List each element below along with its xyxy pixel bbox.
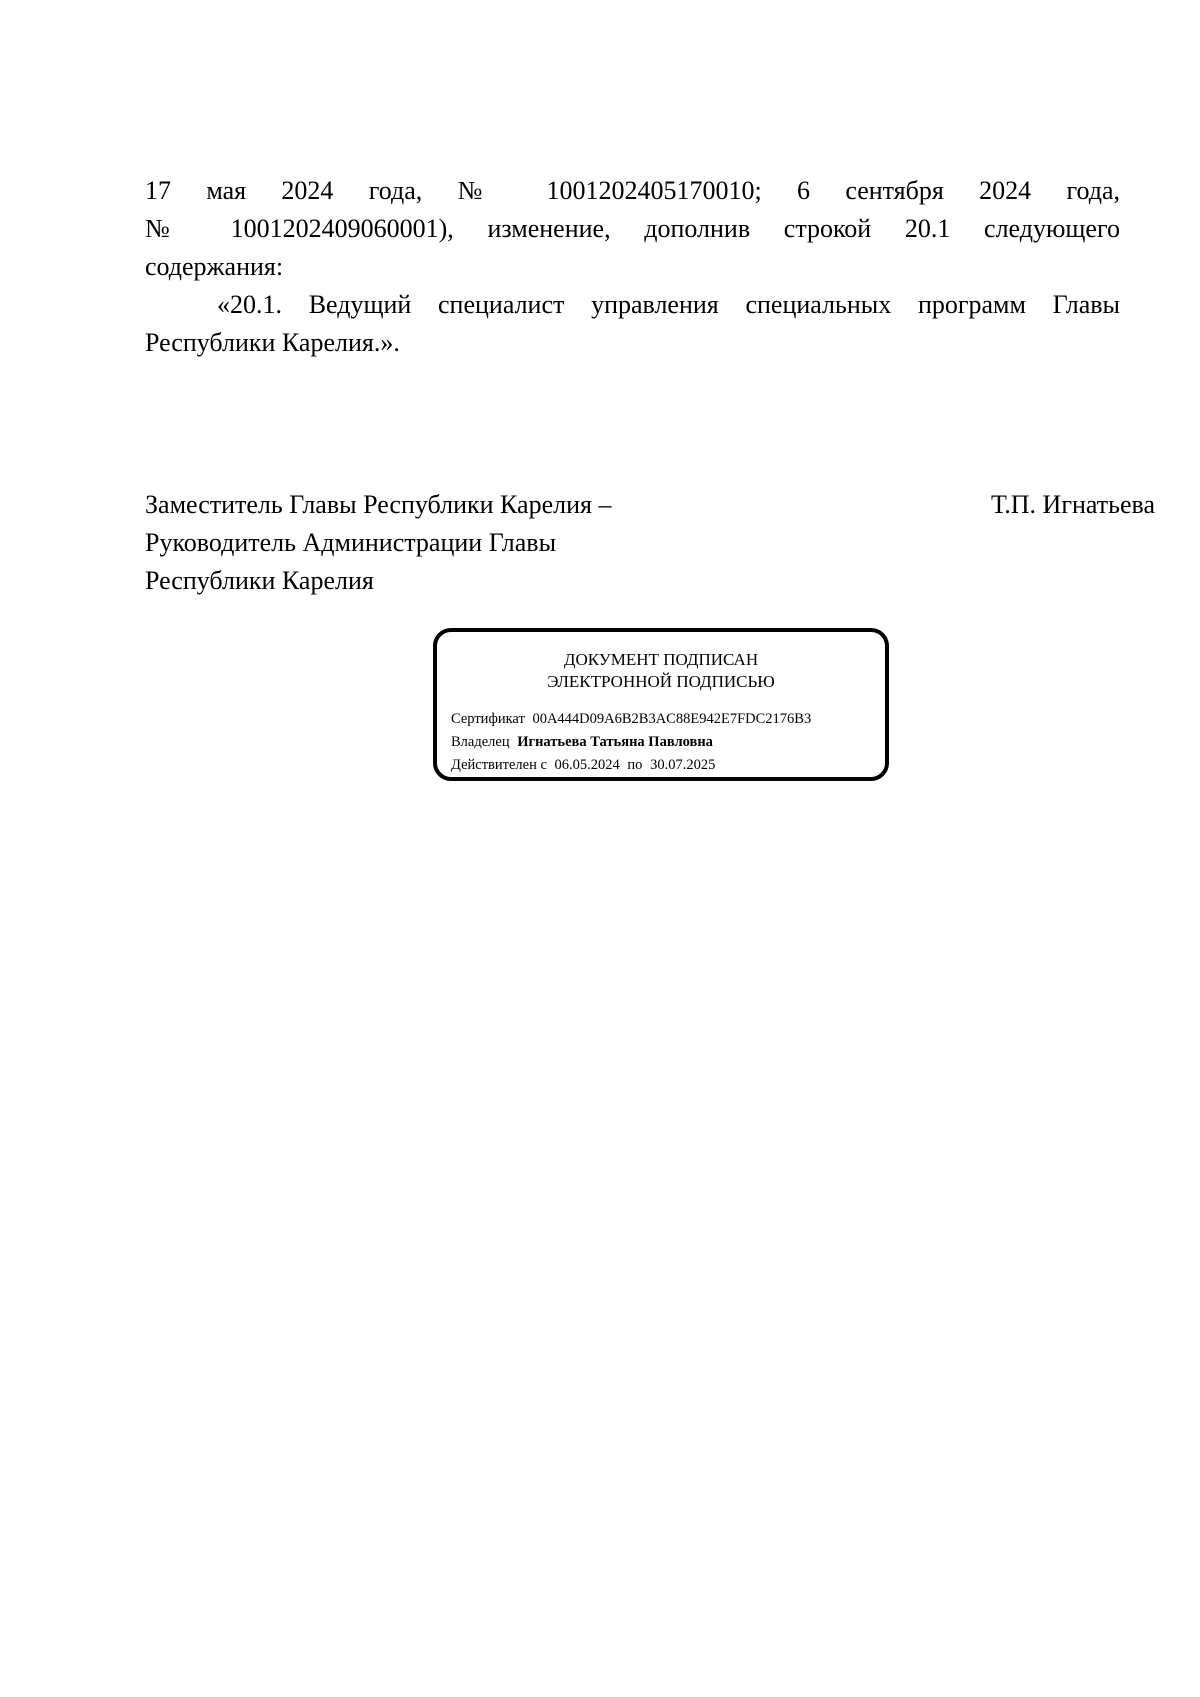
text-line: Республики Карелия.». <box>145 328 400 357</box>
stamp-title-line: ДОКУМЕНТ ПОДПИСАН <box>563 650 759 669</box>
stamp-certificate-row <box>451 708 811 731</box>
signatory-position-line: Заместитель Главы Республики Карелия – <box>145 490 612 519</box>
signature-block <box>145 486 1155 600</box>
stamp-title-line: ЭЛЕКТРОННОЙ ПОДПИСЬЮ <box>547 672 775 691</box>
stamp-details <box>451 708 811 777</box>
certificate-label: Сертификат <box>451 711 525 727</box>
valid-to: 30.07.2025 <box>650 757 716 773</box>
valid-label: Действителен с <box>451 757 547 773</box>
signatory-position-line: Республики Карелия <box>145 566 374 595</box>
electronic-signature-stamp <box>433 628 889 781</box>
signatory-name: Т.П. Игнатьева <box>990 490 1155 519</box>
stamp-validity-row <box>451 754 811 777</box>
certificate-value: 00A444D09A6B2B3AC88E942E7FDC2176B3 <box>532 711 812 727</box>
text-line: № 1001202409060001), изменение, дополнив строкой 20.1 следующего <box>145 214 1120 243</box>
stamp-title <box>437 649 885 693</box>
valid-from: 06.05.2024 <box>554 757 620 773</box>
owner-value: Игнатьева Татьяна Павловна <box>517 734 713 750</box>
document-body <box>145 172 1120 362</box>
valid-to-label: по <box>627 757 643 773</box>
text-line: 17 мая 2024 года, № 1001202405170010; 6 сентября 2024 года, <box>145 176 1120 205</box>
text-line: «20.1. Ведущий специалист управления специальных программ Главы <box>217 290 1120 319</box>
text-line: содержания: <box>145 252 284 281</box>
stamp-owner-row <box>451 731 811 754</box>
paragraph-item-20-1 <box>145 286 1120 362</box>
signatory-position-line: Руководитель Администрации Главы <box>145 528 557 557</box>
paragraph-amendment <box>145 172 1120 286</box>
owner-label: Владелец <box>451 734 510 750</box>
